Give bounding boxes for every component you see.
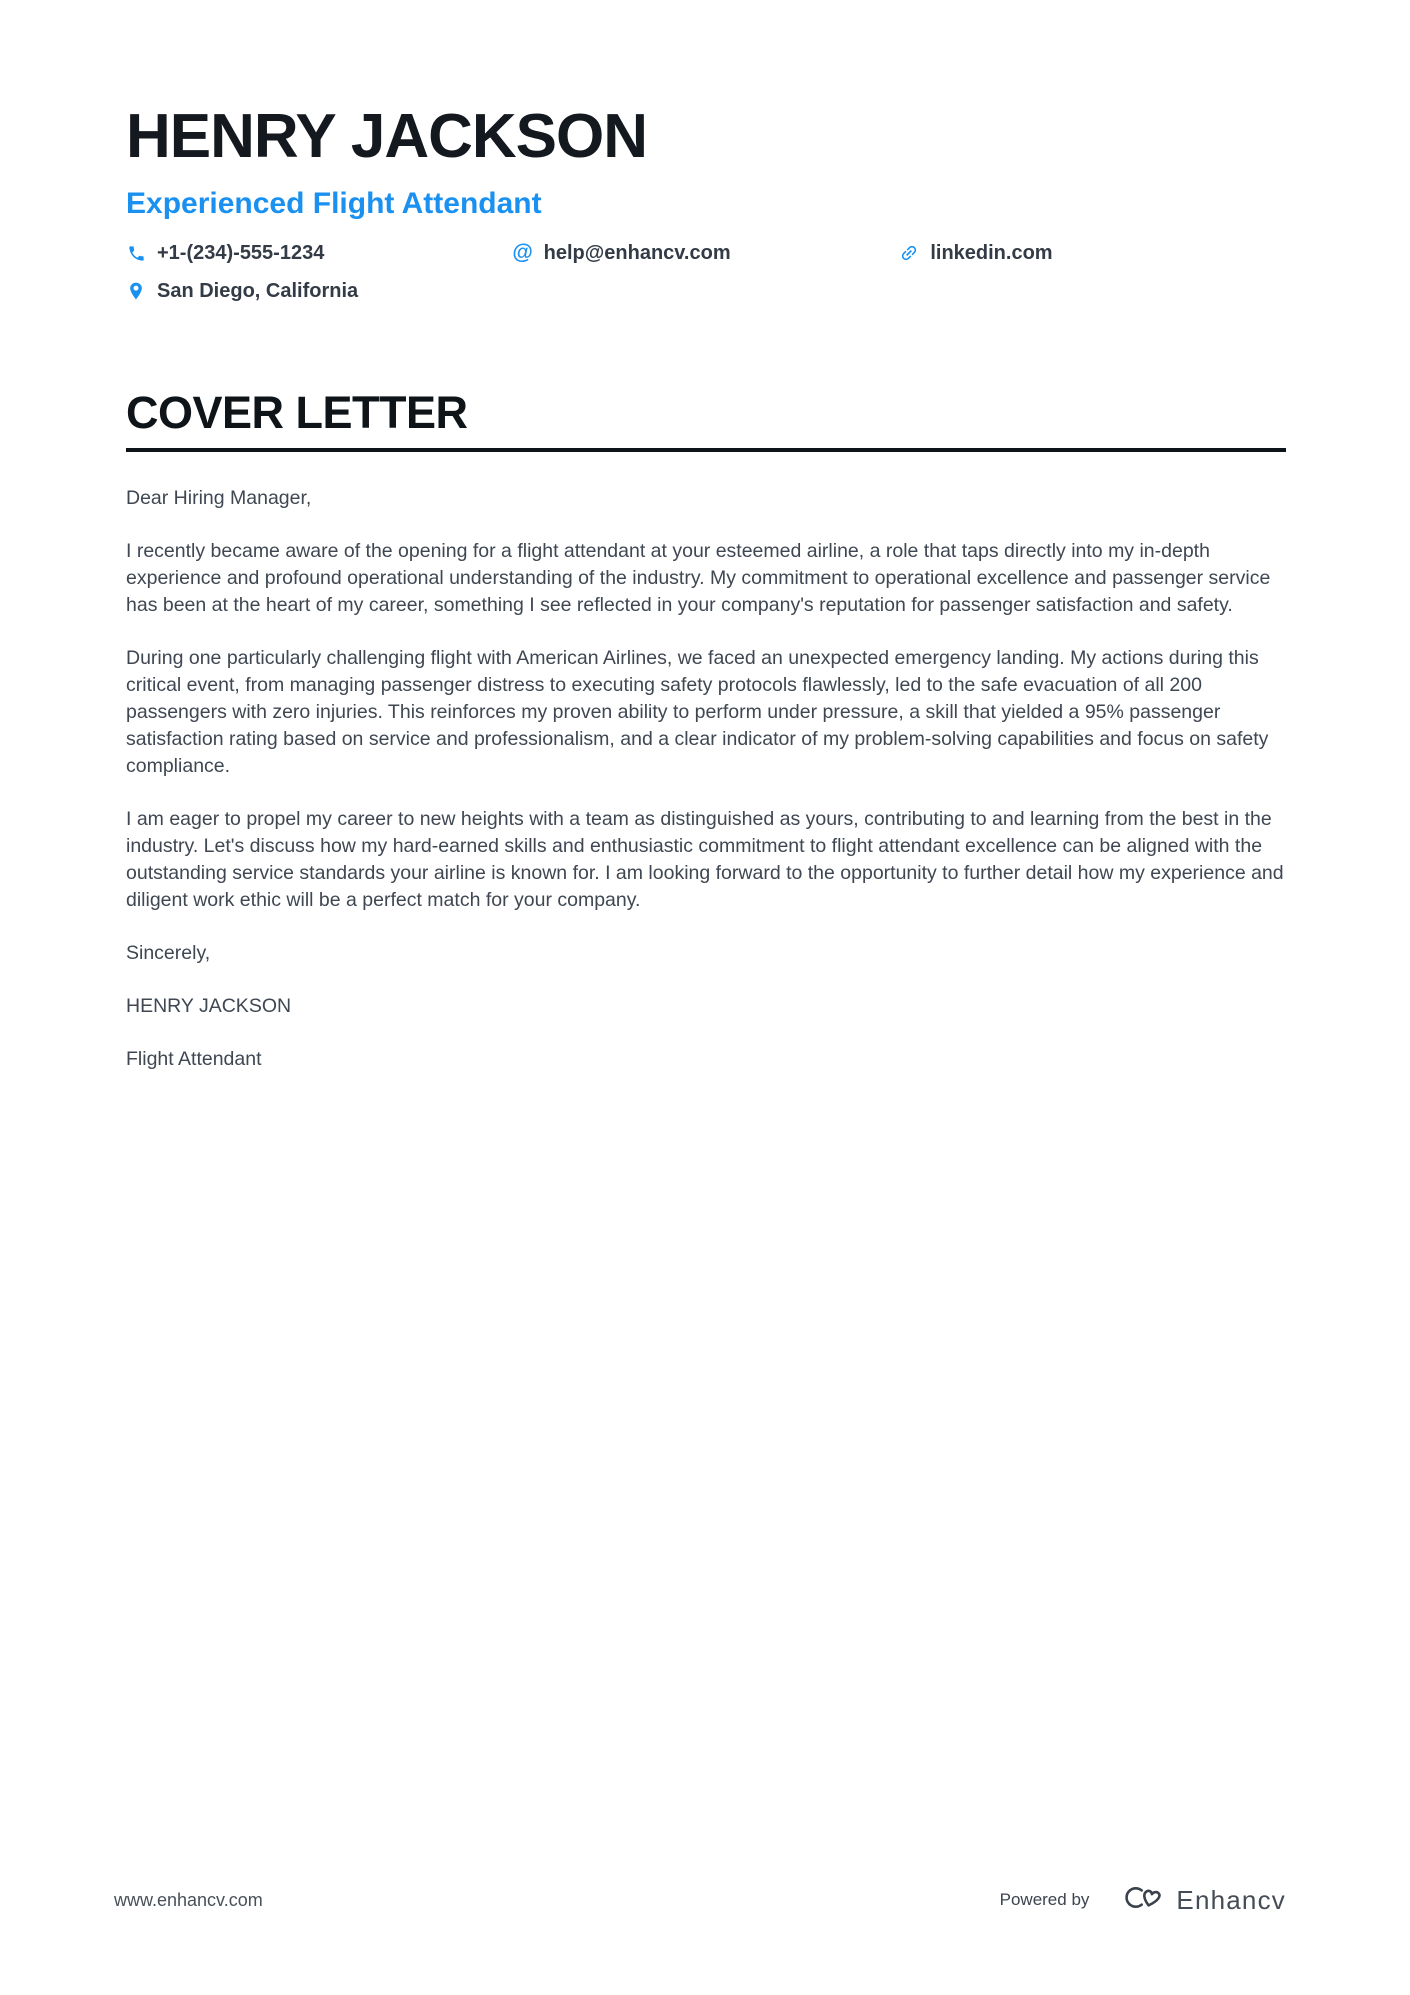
contact-info xyxy=(126,241,1286,303)
letter-paragraph: I recently became aware of the opening for a flight attendant at your esteemed airline, a role that taps directly into my in-depth experience and profound operational understanding of the industry. My commitment to operational excellence and passenger service has been at the heart of my career, something I see reflected in your company's reputation for passenger satisfaction and safety. xyxy=(126,539,1271,616)
contact-phone xyxy=(126,241,513,265)
cover-letter-section xyxy=(126,389,1286,1099)
footer xyxy=(114,1883,1286,1917)
section-divider xyxy=(126,448,1286,452)
enhancv-wordmark: Enhancv xyxy=(1176,1884,1286,1915)
salutation: Dear Hiring Manager, xyxy=(126,486,312,509)
candidate-job-title: Experienced Flight Attendant xyxy=(126,187,542,221)
letter-paragraph: I am eager to propel my career to new heights with a team as distinguished as yours, contributing to and learning from the best in the industry. Let's discuss how my hard-earned skills and enthusiastic commitment to flight attendant excellence can be aligned with the outstanding service standards your airline is known for. I am looking forward to the opportunity to further detail how my experience and diligent work ethic will be a perfect match for your company. xyxy=(126,807,1284,911)
location-text: San Diego, California xyxy=(157,280,359,303)
powered-by-label: Powered by xyxy=(999,1890,1090,1909)
phone-number: +1-(234)-555-1234 xyxy=(157,242,325,265)
contact-linkedin[interactable] xyxy=(899,241,1286,265)
email-address[interactable]: help@enhancv.com xyxy=(543,242,731,265)
contact-email[interactable] xyxy=(513,241,900,265)
contact-location xyxy=(126,279,513,303)
location-pin-icon xyxy=(126,281,146,301)
link-icon xyxy=(899,243,919,263)
candidate-name: HENRY JACKSON xyxy=(126,102,647,171)
phone-icon xyxy=(126,243,146,263)
letter-body xyxy=(126,485,1286,1073)
closing-signature-title: Flight Attendant xyxy=(126,1047,262,1070)
powered-by xyxy=(1000,1883,1286,1917)
letter-paragraph: During one particularly challenging flight with American Airlines, we faced an unexpected emergency landing. My actions during this critical event, from managing passenger distress to executing safety protocols flawlessly, led to the safe evacuation of all 200 passengers with zero injuries. This reinforces my proven ability to perform under pressure, a skill that yielded a 95% passenger satisfaction rating based on service and professionalism, and a clear indicator of my problem-solving capabilities and focus on safety compliance. xyxy=(126,646,1269,777)
linkedin-url[interactable]: linkedin.com xyxy=(930,242,1053,265)
section-heading: COVER LETTER xyxy=(126,387,468,439)
whitespace-spacer xyxy=(126,1099,1286,1883)
header xyxy=(126,104,1286,303)
enhancv-brand-link[interactable] xyxy=(1119,1883,1286,1917)
footer-website-link[interactable]: www.enhancv.com xyxy=(114,1889,263,1910)
at-icon: @ xyxy=(512,241,533,265)
enhancv-logo-icon xyxy=(1119,1883,1167,1917)
closing-sincerely: Sincerely, xyxy=(126,941,211,964)
closing-signature-name: HENRY JACKSON xyxy=(126,994,292,1017)
